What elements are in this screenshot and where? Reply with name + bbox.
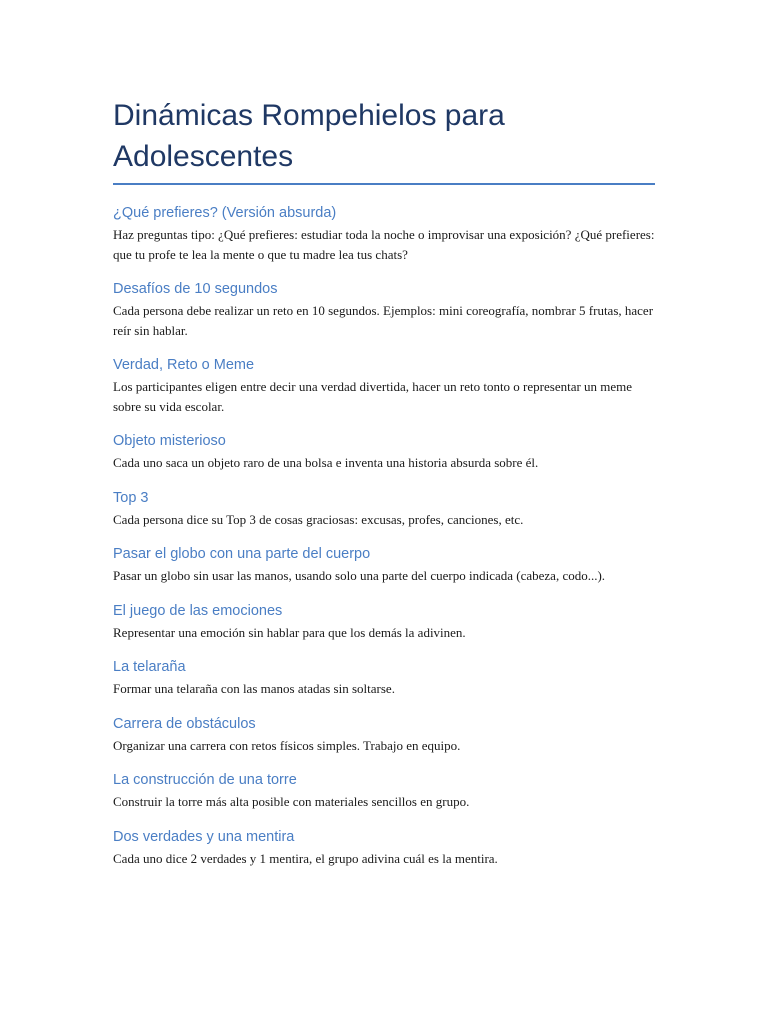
section-body: Formar una telaraña con las manos atadas sin soltarse. (113, 681, 395, 696)
section-pasar-el-globo (113, 544, 655, 586)
section-heading: ¿Qué prefieres? (Versión absurda) (113, 205, 337, 221)
section-carrera-obstaculos (113, 714, 655, 756)
document-page (113, 95, 655, 883)
section-construccion-torre (113, 770, 655, 812)
section-objeto-misterioso (113, 431, 655, 473)
section-body: Cada persona dice su Top 3 de cosas graciosas: excusas, profes, canciones, etc. (113, 511, 524, 527)
section-body: Cada persona debe realizar un reto en 10 segundos. Ejemplos: mini coreografía, nombrar 5 frutas, hacer reír sin hablar. (113, 303, 654, 338)
section-que-prefieres (113, 203, 655, 264)
section-juego-emociones (113, 601, 655, 643)
section-heading: La construcción de una torre (113, 772, 297, 788)
section-body: Pasar un globo sin usar las manos, usando solo una parte del cuerpo indicada (cabeza, codo...). (113, 568, 606, 583)
section-body: Los participantes eligen entre decir una verdad divertida, hacer un reto tonto o representar un meme sobre su vida escolar. (113, 379, 633, 414)
title-divider (113, 183, 655, 185)
section-heading: Dos verdades y una mentira (113, 828, 295, 845)
section-dos-verdades-mentira (113, 827, 655, 869)
section-body: Organizar una carrera con retos físicos simples. Trabajo en equipo. (113, 737, 461, 753)
section-body: Cada uno saca un objeto raro de una bolsa e inventa una historia absurda sobre él. (113, 455, 539, 470)
section-body: Representar una emoción sin hablar para que los demás la adivinen. (113, 624, 466, 640)
section-heading: El juego de las emociones (113, 602, 283, 619)
section-heading: Carrera de obstáculos (113, 715, 256, 732)
section-heading: Verdad, Reto o Meme (113, 357, 255, 373)
section-heading: Objeto misterioso (113, 433, 226, 449)
section-heading: Desafíos de 10 segundos (113, 281, 278, 297)
section-body: Construir la torre más alta posible con materiales sencillos en grupo. (113, 794, 470, 809)
document-title: Dinámicas Rompehielos para Adolescentes (113, 99, 505, 173)
section-desafios-10-segundos (113, 279, 655, 340)
section-heading: Top 3 (113, 489, 149, 506)
section-body: Cada uno dice 2 verdades y 1 mentira, el grupo adivina cuál es la mentira. (113, 850, 498, 866)
section-heading: Pasar el globo con una parte del cuerpo (113, 546, 371, 562)
section-body: Haz preguntas tipo: ¿Qué prefieres: estudiar toda la noche o improvisar una exposición? ¿Qué prefieres: que tu profe te lea la mente o que tu madre lea tus chats? (113, 227, 655, 262)
section-top-3 (113, 488, 655, 530)
section-la-telarana (113, 657, 655, 699)
section-verdad-reto-meme (113, 355, 655, 416)
section-heading: La telaraña (113, 659, 186, 675)
